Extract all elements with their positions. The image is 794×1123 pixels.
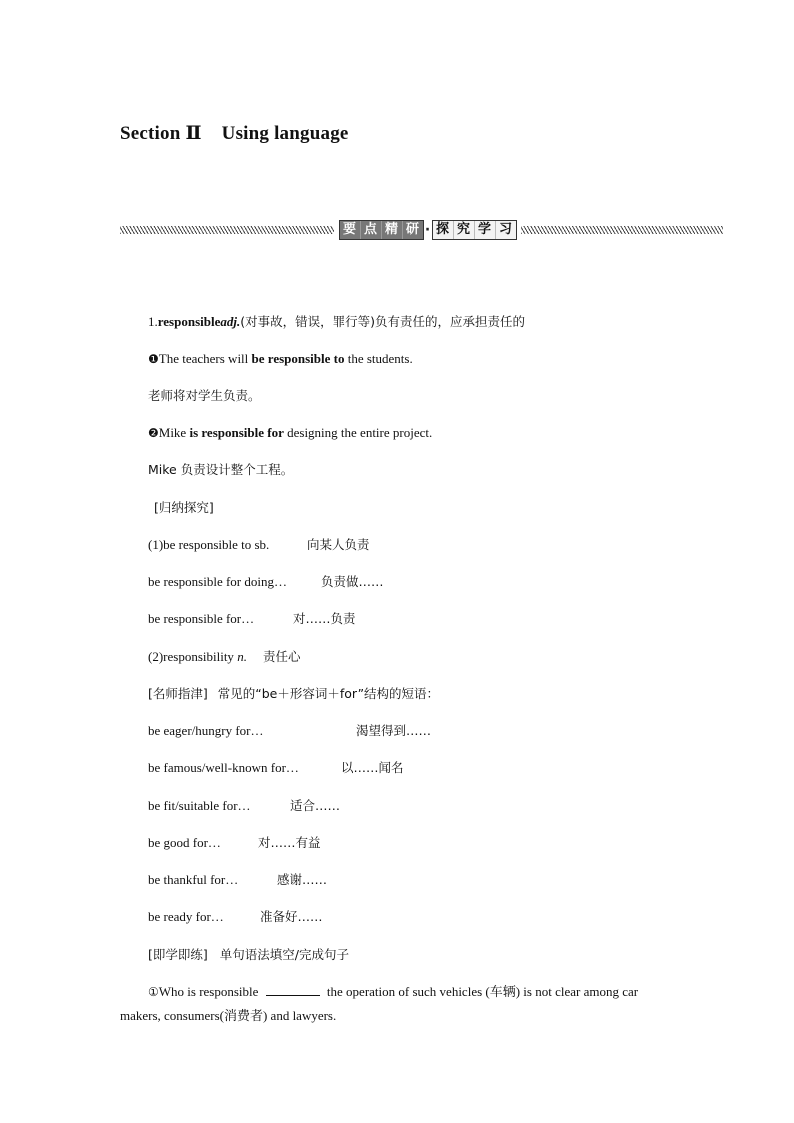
- banner-separator: ·: [424, 222, 431, 238]
- summary-term: be responsible for…: [148, 611, 255, 626]
- page-title: [120, 122, 349, 145]
- summary-row: [148, 537, 370, 553]
- phrase-meaning: 适合……: [290, 798, 341, 813]
- phrase-term: be famous/well-known for…: [148, 760, 299, 775]
- example-text: The teachers will: [158, 351, 252, 366]
- banner-char: 精: [382, 221, 403, 239]
- phrase-meaning: 感谢……: [277, 872, 328, 887]
- exercise-text: Who is responsible: [158, 984, 262, 999]
- summary-row: [148, 611, 356, 627]
- example-keyphrase: is responsible for: [189, 425, 284, 440]
- phrase-term: be ready for…: [148, 909, 224, 924]
- vocab-item-1: [148, 314, 525, 330]
- banner-char: 习: [498, 222, 512, 237]
- vocab-meaning: (对事故，错误，罪行等)负有责任的，应承担责任的: [240, 314, 525, 329]
- summary-meaning: 对……负责: [293, 611, 356, 626]
- practice-tag: [即学即练]: [148, 947, 208, 962]
- banner-label: [334, 219, 521, 241]
- note-tag: [名师指津]: [148, 686, 208, 701]
- exercise-text-line2: makers, consumers(消费者) and lawyers.: [120, 1008, 337, 1023]
- phrase-meaning: 渴望得到……: [356, 723, 432, 738]
- phrase-row: [148, 835, 321, 851]
- note-text: 常见的“be＋形容词＋for”结构的短语：: [217, 686, 440, 701]
- summary-term: (1)be responsible to sb.: [148, 537, 270, 552]
- phrase-row: [148, 798, 340, 814]
- exercise-1: [120, 980, 680, 1028]
- phrase-meaning: 对……有益: [258, 835, 321, 850]
- summary-term: (2)responsibility: [148, 649, 238, 664]
- section-banner: [120, 219, 723, 241]
- summary-term: be responsible for doing…: [148, 574, 288, 589]
- practice-heading: [148, 947, 349, 963]
- banner-char: 学: [475, 221, 496, 239]
- banner-char: 要: [340, 221, 361, 239]
- phrase-term: be eager/hungry for…: [148, 723, 264, 738]
- part-of-speech: n.: [237, 649, 247, 664]
- phrase-term: be good for…: [148, 835, 221, 850]
- phrase-row: [148, 723, 431, 739]
- example-text: Mike: [158, 425, 190, 440]
- summary-meaning: 负责做……: [321, 574, 384, 589]
- phrase-term: be fit/suitable for…: [148, 798, 251, 813]
- summary-heading: [归纳探究]: [154, 500, 214, 515]
- vocab-word: responsible: [157, 314, 221, 329]
- banner-char: 点: [361, 221, 382, 239]
- section-number: Section Ⅱ: [120, 123, 202, 144]
- banner-char: 究: [454, 221, 475, 239]
- banner-hatch-left: [120, 226, 334, 234]
- practice-instruction: 单句语法填空/完成句子: [219, 947, 349, 962]
- example-marker: ❷: [148, 426, 159, 440]
- example-keyphrase: be responsible to: [251, 351, 345, 366]
- summary-row-noun: [148, 649, 300, 665]
- summary-meaning: 责任心: [262, 649, 301, 664]
- phrase-row: [148, 909, 323, 925]
- part-of-speech: adj.: [220, 314, 241, 329]
- exercise-text: the operation of such vehicles (车辆) is not clear among car: [323, 984, 639, 999]
- banner-char: 研: [405, 222, 419, 237]
- example-sentence-1: [148, 351, 413, 367]
- banner-tag-dark: [339, 220, 424, 240]
- section-topic: Using language: [221, 123, 349, 144]
- example-text: designing the entire project.: [283, 425, 433, 440]
- answer-blank[interactable]: [266, 983, 320, 996]
- exercise-marker: ①: [148, 985, 159, 999]
- example-translation-2: Mike 负责设计整个工程。: [148, 462, 294, 477]
- banner-hatch-right: [521, 226, 723, 234]
- phrase-term: be thankful for…: [148, 872, 239, 887]
- banner-tag-light: [432, 220, 517, 240]
- example-text: the students.: [344, 351, 413, 366]
- example-sentence-2: [148, 425, 432, 441]
- phrase-meaning: 准备好……: [260, 909, 323, 924]
- phrase-row: [148, 872, 327, 888]
- item-number: 1.: [148, 314, 158, 329]
- example-translation-1: 老师将对学生负责。: [148, 388, 261, 403]
- phrase-row: [148, 760, 404, 776]
- banner-char: 探: [433, 221, 454, 239]
- summary-meaning: 向某人负责: [307, 537, 370, 552]
- summary-row: [148, 574, 384, 590]
- phrase-meaning: 以……闻名: [341, 760, 404, 775]
- teacher-note: [148, 686, 439, 702]
- example-marker: ❶: [148, 352, 159, 366]
